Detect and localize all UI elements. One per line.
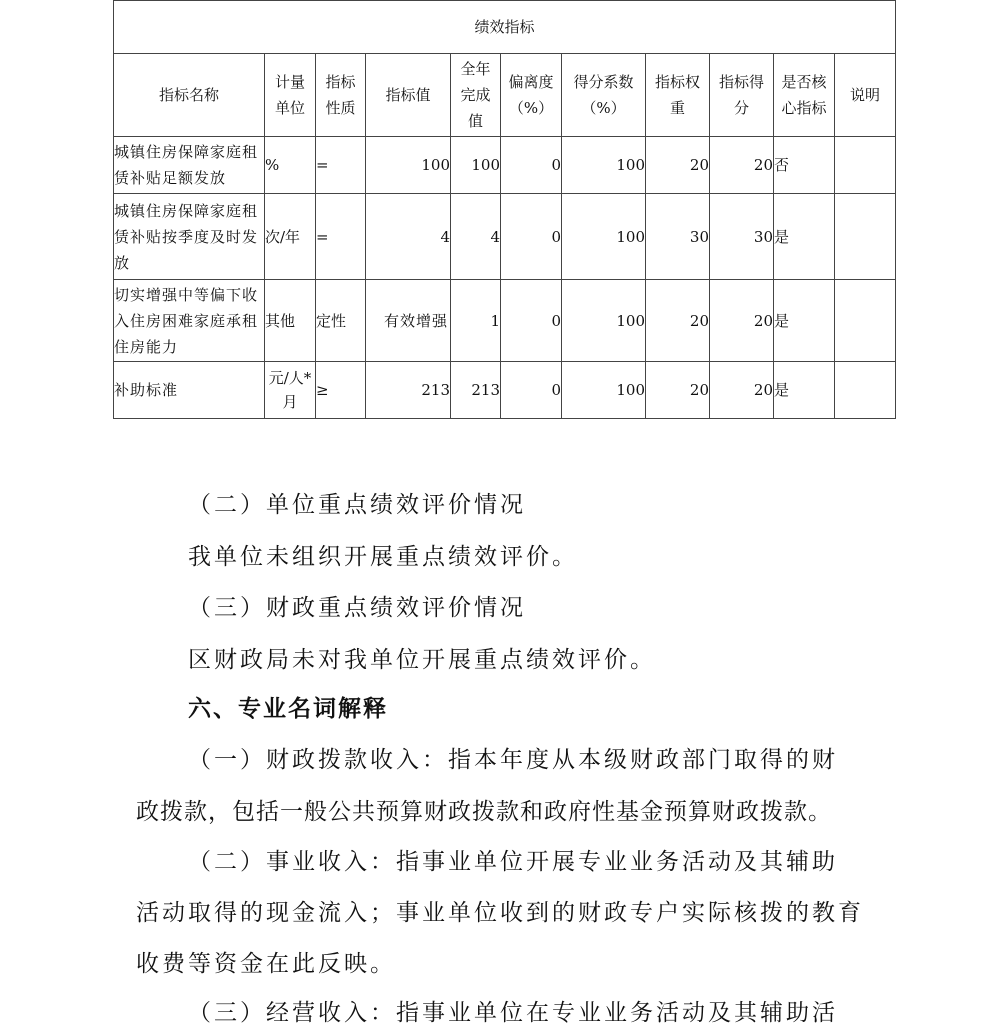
target-value-cell: 有效增强 [366,280,451,362]
column-header-line: 值 [467,112,483,130]
column-header [316,54,366,137]
paragraph-line: 收费等资金在此反映。 [136,951,396,977]
column-header [774,54,835,137]
nature-cell: = [316,194,366,280]
column-header [265,54,316,137]
column-header-line: 计量 [274,73,305,91]
indicator-name-cell: 切实增强中等偏下收入住房困难家庭承租住房能力 [114,280,265,362]
column-header-line: 指标值 [385,86,431,104]
unit-cell: 其他 [265,280,316,362]
column-header [114,54,265,137]
paragraph: 我单位未组织开展重点绩效评价。 [188,544,578,570]
score-coefficient-cell: 100 [562,137,646,194]
score-coefficient-cell: 100 [562,194,646,280]
deviation-cell: 0 [501,137,562,194]
deviation-cell: 0 [501,280,562,362]
weight-cell: 20 [646,362,710,419]
column-header-line: （%） [508,99,554,117]
column-header [710,54,774,137]
weight-cell: 30 [646,194,710,280]
paragraph-line: （二）事业收入：指事业单位开展专业业务活动及其辅助 [188,849,838,875]
column-header-line: 单位 [274,99,305,117]
chapter-heading: 六、专业名词解释 [188,696,388,722]
column-header-line: 心指标 [781,99,827,117]
column-header [646,54,710,137]
column-header-line: 得分系数 [573,73,634,91]
note-cell [835,137,896,194]
actual-value-cell: 100 [451,137,501,194]
table-row [114,362,896,419]
weight-cell: 20 [646,280,710,362]
column-header-line: 指标权 [654,73,700,91]
column-header-line: 指标 [325,73,356,91]
column-header [835,54,896,137]
column-header [366,54,451,137]
nature-cell: 定性 [316,280,366,362]
column-header-line: 性质 [325,99,356,117]
column-header [501,54,562,137]
actual-value-cell: 4 [451,194,501,280]
actual-value-cell: 213 [451,362,501,419]
target-value-cell: 213 [366,362,451,419]
column-header-line: 指标名称 [158,86,219,104]
nature-cell: = [316,137,366,194]
note-cell [835,362,896,419]
score-cell: 30 [710,194,774,280]
column-header-line: 完成 [460,86,491,104]
column-header [451,54,501,137]
target-value-cell: 100 [366,137,451,194]
deviation-cell: 0 [501,362,562,419]
column-header-line: 说明 [849,86,880,104]
score-coefficient-cell: 100 [562,280,646,362]
weight-cell: 20 [646,137,710,194]
core-indicator-cell: 是 [774,362,835,419]
section-heading: （二）单位重点绩效评价情况 [188,492,526,518]
paragraph-line: 政拨款，包括一般公共预算财政拨款和政府性基金预算财政拨款。 [136,799,832,825]
paragraph-line: 活动取得的现金流入；事业单位收到的财政专户实际核拨的教育 [136,900,864,926]
paragraph-line: （三）经营收入：指事业单位在专业业务活动及其辅助活 [188,1000,838,1026]
paragraph-line: （一）财政拨款收入：指本年度从本级财政部门取得的财 [188,747,838,773]
column-header-line: 偏离度 [508,73,554,91]
indicator-name-cell: 城镇住房保障家庭租赁补贴按季度及时发放 [114,194,265,280]
table-row [114,194,896,280]
actual-value-cell: 1 [451,280,501,362]
indicator-name-cell: 城镇住房保障家庭租赁补贴足额发放 [114,137,265,194]
section-heading: （三）财政重点绩效评价情况 [188,595,526,621]
table-row [114,137,896,194]
core-indicator-cell: 是 [774,194,835,280]
table-header-row [114,54,896,137]
score-coefficient-cell: 100 [562,362,646,419]
column-header-line: 全年 [460,60,491,78]
performance-indicator-table [113,0,896,419]
column-header-line: 重 [669,99,685,117]
note-cell [835,194,896,280]
nature-cell: ≥ [316,362,366,419]
target-value-cell: 4 [366,194,451,280]
note-cell [835,280,896,362]
column-header [562,54,646,137]
unit-cell: 次/年 [265,194,316,280]
score-cell: 20 [710,137,774,194]
score-cell: 20 [710,280,774,362]
score-cell: 20 [710,362,774,419]
paragraph: 区财政局未对我单位开展重点绩效评价。 [188,647,656,673]
indicator-name-cell: 补助标准 [114,362,265,419]
core-indicator-cell: 否 [774,137,835,194]
unit-cell: % [265,137,316,194]
table-title: 绩效指标 [114,1,896,54]
column-header-line: （%） [581,99,626,117]
unit-cell: 元/人*月 [265,362,316,419]
core-indicator-cell: 是 [774,280,835,362]
column-header-line: 是否核 [781,73,827,91]
table-row [114,280,896,362]
column-header-line: 分 [733,99,749,117]
column-header-line: 指标得 [718,73,764,91]
deviation-cell: 0 [501,194,562,280]
